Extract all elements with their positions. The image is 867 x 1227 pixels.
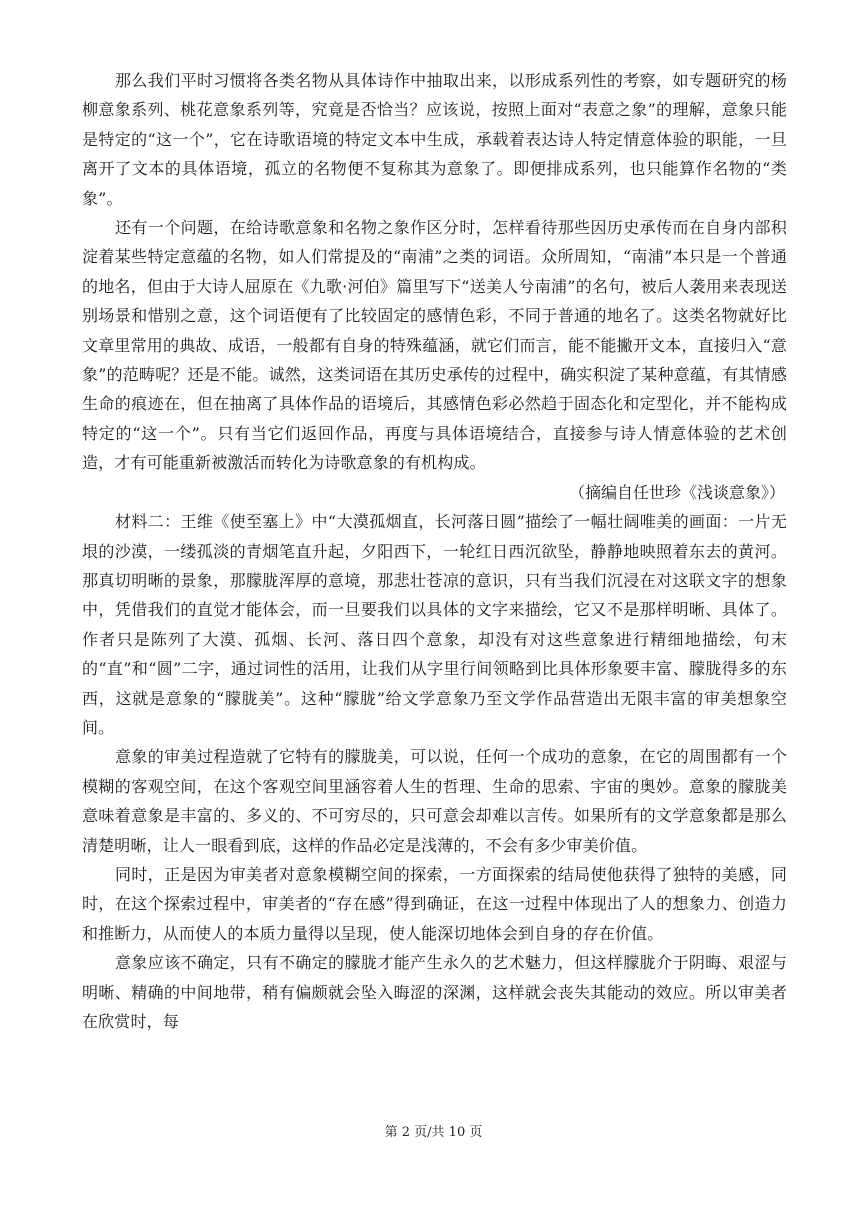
paragraph-2: 还有一个问题，在给诗歌意象和名物之象作区分时，怎样看待那些因历史承传而在自身内部积淀着某些特定意蕴的名物，如人们常提及的“南浦”之类的词语。众所周知，“南浦”本只是一个普通的地名，但由于大诗人屈原在《九歌·河伯》篇里写下“送美人兮南浦”的名句，被后人袭用来表现送别场景和惜别之意，这个词语便有了比较固定的感情色彩，不同于普通的地名了。这类名物就好比文章里常用的典故、成语，一般都有自身的特殊蕴涵，就它们而言，能不能撇开文本，直接归入“意象”的范畴呢？还是不能。诚然，这类词语在其历史承传的过程中，确实积淀了某种意蕴，有其情感生命的痕迹在，但在抽离了具体作品的语境后，其感情色彩必然趋于固态化和定型化，并不能构成特定的“这一个”。只有当它们返回作品，再度与具体语境结合，直接参与诗人情意体验的艺术创造，才有可能重新被激活而转化为诗歌意象的有机构成。 [82, 218, 787, 473]
paragraph-material-2: 材料二：王维《使至塞上》中“大漠孤烟直，长河落日圆”描绘了一幅壮阔唯美的画面：一片无垠的沙漠，一缕孤淡的青烟笔直升起，夕阳西下，一轮红日西沉欲坠，静静地映照着东去的黄河。那真切明晰的景象，那朦胧浑厚的意境，那悲壮苍凉的意识，只有当我们沉浸在对这联文字的想象中，凭借我们的直觉才能体会，而一旦要我们以具体的文字来描绘，它又不是那样明晰、具体了。作者只是陈列了大漠、孤烟、长河、落日四个意象，却没有对这些意象进行精细地描绘，句末的“直”和“圆”二字，通过词性的活用，让我们从字里行间领略到比具体形象要丰富、朦胧得多的东西，这就是意象的“朦胧美”。这种“朦胧”给文学意象乃至文学作品营造出无限丰富的审美想象空间。 [82, 512, 787, 737]
paragraph-1: 那么我们平时习惯将各类名物从具体诗作中抽取出来，以形成系列性的考察，如专题研究的杨柳意象系列、桃花意象系列等，究竟是否恰当？应该说，按照上面对“表意之象”的理解，意象只能是特定的“这一个”，它在诗歌语境的特定文本中生成，承载着表达诗人特定情意体验的职能，一旦离开了文本的具体语境，孤立的名物便不复称其为意象了。即便排成系列，也只能算作名物的“类象”。 [82, 71, 787, 208]
paragraph-5: 同时，正是因为审美者对意象模糊空间的探索，一方面探索的结局使他获得了独特的美感，同时，在这个探索过程中，审美者的“存在感”得到确证，在这一过程中体现出了人的想象力、创造力和推断力，从而使人的本质力量得以呈现，使人能深切地体会到自身的存在价值。 [82, 864, 787, 943]
paragraph-4: 意象的审美过程造就了它特有的朦胧美，可以说，任何一个成功的意象，在它的周围都有一个模糊的客观空间，在这个客观空间里涵容着人生的哲理、生命的思索、宇宙的奥妙。意象的朦胧美意味着意象是丰富的、多义的、不可穷尽的，只可意会却难以言传。如果所有的文学意象都是那么清楚明晰，让人一眼看到底，这样的作品必定是浅薄的，不会有多少审美价值。 [82, 747, 787, 855]
document-body [82, 66, 787, 1036]
page-number-footer: 第 2 页/共 10 页 [384, 1125, 483, 1140]
paragraph-6: 意象应该不确定，只有不确定的朦胧才能产生永久的艺术魅力，但这样朦胧介于阴晦、艰涩与明晰、精确的中间地带，稍有偏颇就会坠入晦涩的深渊，这样就会丧失其能动的效应。所以审美者在欣赏时，每 [82, 953, 787, 1031]
source-citation: （摘编自任世珍《浅谈意象》） [568, 482, 785, 502]
